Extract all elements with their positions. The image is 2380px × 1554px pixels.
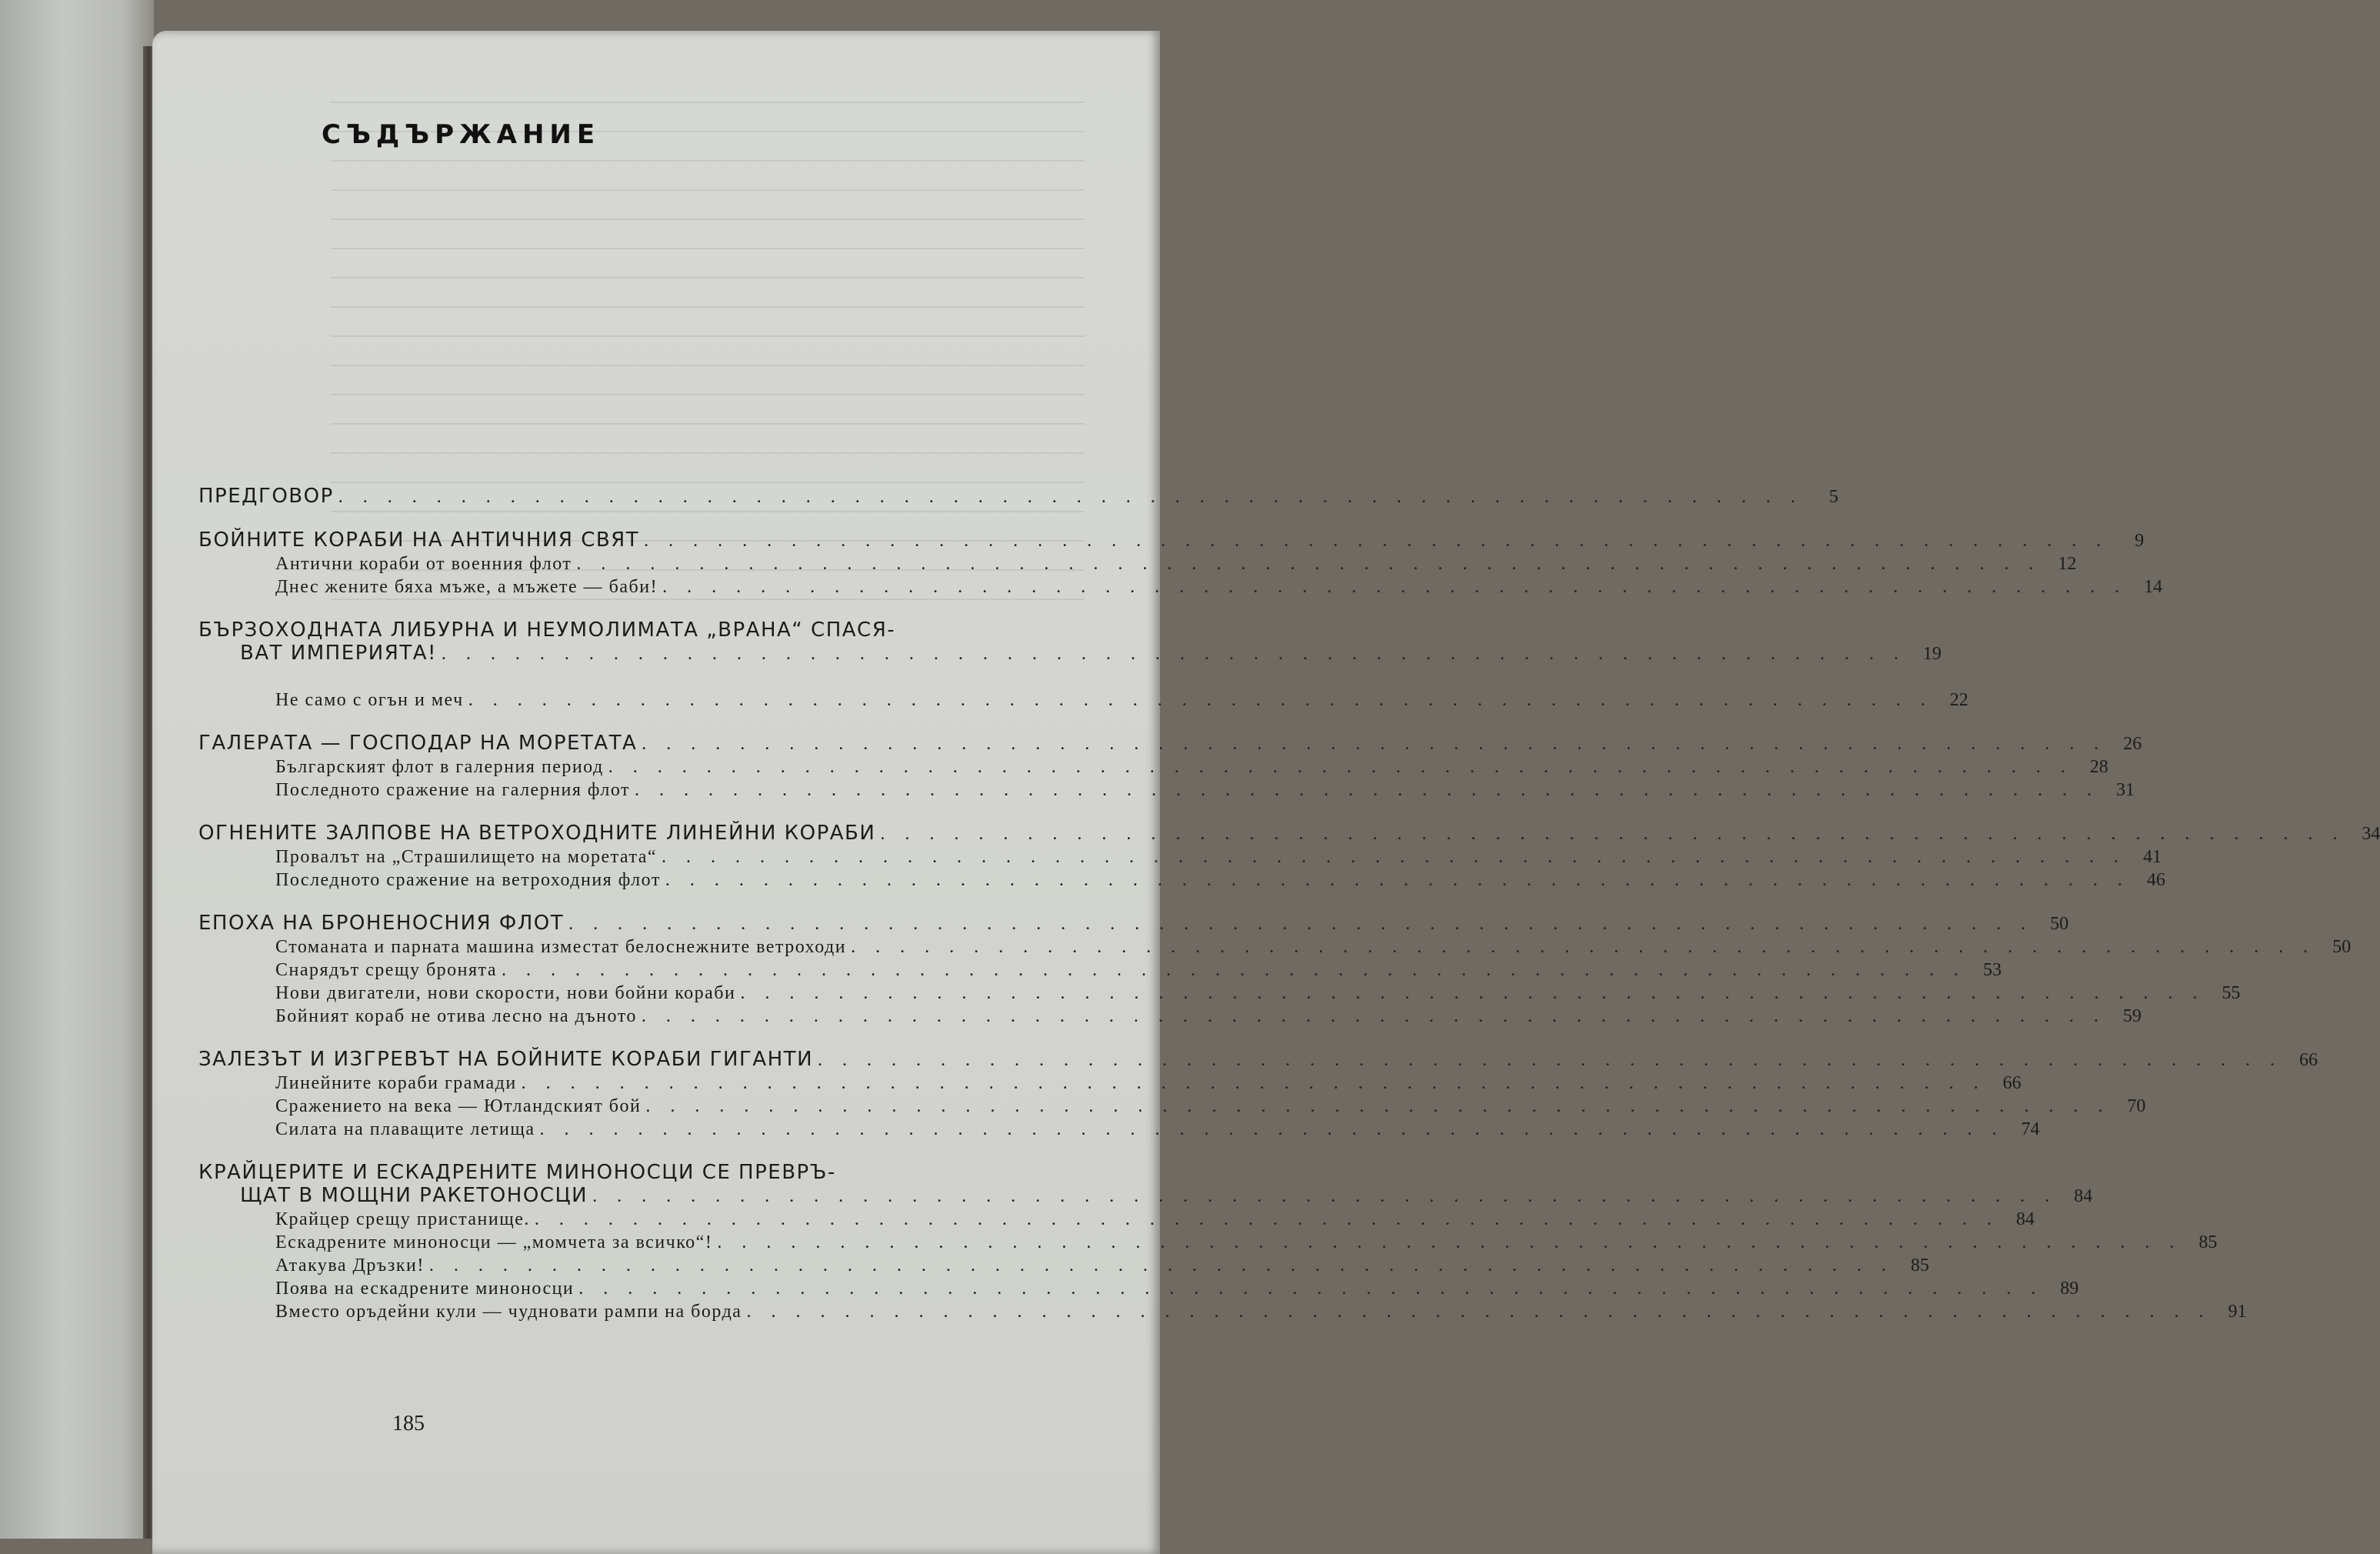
dot-leader: . . . . . . . . . . . . . . . . . . . . . . . . . . . . . . . . . . . . . . . . . . . . . . . . . . . . . . . . . . . .	[662, 847, 2127, 867]
toc-subentry-page: 91	[2228, 1302, 2247, 1322]
toc-entry-title-cont: ЩАТ В МОЩНИ РАКЕТОНОСЦИ	[240, 1184, 588, 1207]
dot-leader: . . . . . . . . . . . . . . . . . . . . . . . . . . . . . . . . . . . . . . . . . . . . . . . . . . . . . . . . . . . .	[521, 1073, 1986, 1093]
toc-entry	[198, 529, 2145, 552]
toc-subentry-page: 89	[2060, 1279, 2079, 1299]
toc-entry-line2	[198, 1184, 2093, 1208]
toc-subentry-title: Стоманата и парната машина изместат белоснежните ветроходи	[275, 937, 847, 957]
toc-subentry-page: 66	[2002, 1073, 2022, 1093]
toc-subentry-title: Атакува Дръзки!	[275, 1256, 425, 1276]
dot-leader: . . . . . . . . . . . . . . . . . . . . . . . . . . . . . . . . . . . . . . . . . . . . . . . . . . . . . . . . . . . .	[635, 780, 2100, 800]
toc-entry	[198, 732, 2142, 755]
toc-entry-page: 5	[1828, 487, 1838, 507]
dot-leader: . . . . . . . . . . . . . . . . . . . . . . . . . . . . . . . . . . . . . . . . . . . . . . . . . . . . . . . . . . . .	[428, 1256, 1894, 1276]
dot-leader: . . . . . . . . . . . . . . . . . . . . . . . . . . . . . . . . . . . . . . . . . . . . . . . . . . . . . . . . . . . .	[665, 870, 2130, 890]
dot-leader: . . . . . . . . . . . . . . . . . . . . . . . . . . . . . . . . . . . . . . . . . . . . . . . . . . . . . . . . . . . .	[539, 1119, 2005, 1139]
toc-subentry-title: Не само с огън и меч	[275, 690, 464, 710]
dot-leader: . . . . . . . . . . . . . . . . . . . . . . . . . . . . . . . . . . . . . . . . . . . . . . . . . . . . . . . . . . . .	[662, 577, 2128, 597]
dot-leader: . . . . . . . . . . . . . . . . . . . . . . . . . . . . . . . . . . . . . . . . . . . . . . . . . . . . . . . . . . . .	[641, 1006, 2106, 1026]
toc-entry-page: 19	[1922, 644, 1942, 664]
toc-subentry	[198, 1277, 2079, 1300]
dot-leader: . . . . . . . . . . . . . . . . . . . . . . . . . . . . . . . . . . . . . . . . . . . . . . . . . . . . . . . . . . . .	[746, 1302, 2212, 1322]
toc-subentry-page: 41	[2143, 847, 2162, 867]
toc-subentry	[198, 575, 2163, 599]
toc-subentry-title: Ескадрените миноносци — „момчета за всичко“!	[275, 1232, 713, 1252]
toc-subentry	[198, 1118, 2040, 1141]
toc-subentry-page: 46	[2146, 870, 2165, 890]
dot-leader: . . . . . . . . . . . . . . . . . . . . . . . . . . . . . . . . . . . . . . . . . . . . . . . . . . . . . . . . . . . .	[642, 734, 2107, 754]
toc-subentry	[198, 1300, 2247, 1323]
toc-subentry-title: Българският флот в галерния период	[275, 757, 604, 777]
page-title: СЪДЪРЖАНИЕ	[322, 119, 601, 150]
toc-subentry-title: Сражението на века — Ютландският бой	[275, 1096, 642, 1116]
toc-subentry	[198, 959, 2002, 982]
toc-subentry	[198, 1208, 2035, 1231]
dot-leader: . . . . . . . . . . . . . . . . . . . . . . . . . . . . . . . . . . . . . . . . . . . . . . . . . . . . . . . . . . . .	[578, 1279, 2044, 1299]
toc-subentry-page: 59	[2122, 1006, 2142, 1026]
toc-subentry	[198, 689, 1968, 712]
toc-subentry-page: 12	[2058, 554, 2077, 574]
toc-subentry-title: Антични кораби от военния флот	[275, 554, 572, 574]
toc-entry-line1	[198, 1161, 1083, 1184]
left-page-edge	[0, 0, 154, 1539]
toc-entry	[198, 1048, 2318, 1072]
toc-entry-title: ГАЛЕРАТА — ГОСПОДАР НА МОРЕТАТА	[198, 732, 638, 755]
toc-entry-title: ОГНЕНИТЕ ЗАЛПОВЕ НА ВЕТРОХОДНИТЕ ЛИНЕЙНИ КОРАБИ	[198, 822, 876, 845]
toc-entry-page: 34	[2362, 824, 2380, 844]
toc-entry-title-cont: ВАТ ИМПЕРИЯТА!	[240, 642, 437, 665]
dot-leader: . . . . . . . . . . . . . . . . . . . . . . . . . . . . . . . . . . . . . . . . . . . . . . . . . . . . . . . . . . . .	[501, 960, 1966, 980]
page-number: 185	[392, 1412, 425, 1436]
toc-subentry	[198, 1005, 2142, 1028]
dot-leader: . . . . . . . . . . . . . . . . . . . . . . . . . . . . . . . . . . . . . . . . . . . . . . . . . . . . . . . . . . . .	[740, 983, 2205, 1003]
dot-leader: . . . . . . . . . . . . . . . . . . . . . . . . . . . . . . . . . . . . . . . . . . . . . . . . . . . . . . . . . . . .	[851, 937, 2316, 957]
toc-subentry-title: Поява на ескадрените миноносци	[275, 1279, 575, 1299]
toc-section	[198, 1048, 2318, 1141]
toc-section	[198, 619, 1968, 712]
toc-subentry-page: 22	[1949, 690, 1968, 710]
toc-subentry-title: Вместо оръдейни кули — чудновати рампи на борда	[275, 1302, 742, 1322]
toc-section	[198, 529, 2163, 599]
toc-subentry-title: Провалът на „Страшилището на моретата“	[275, 847, 658, 867]
toc-subentry-title: Силата на плаващите летища	[275, 1119, 535, 1139]
toc-subentry-page: 14	[2144, 577, 2163, 597]
toc-entry-title: ЕПОХА НА БРОНЕНОСНИЯ ФЛОТ	[198, 912, 565, 935]
dot-leader: . . . . . . . . . . . . . . . . . . . . . . . . . . . . . . . . . . . . . . . . . . . . . . . . . . . . . . . . . . . .	[608, 757, 2073, 777]
toc-subentry-page: 53	[1982, 960, 2002, 980]
toc-entry-title: БОЙНИТЕ КОРАБИ НА АНТИЧНИЯ СВЯТ	[198, 529, 640, 552]
toc-entry	[198, 485, 1838, 509]
toc-subentry-title: Последното сражение на галерния флот	[275, 780, 631, 800]
toc-entry-line1	[198, 619, 1083, 642]
toc-subentry	[198, 1072, 2022, 1095]
toc-subentry-title: Днес жените бяха мъже, а мъжете — баби!	[275, 577, 658, 597]
toc-subentry	[198, 982, 2241, 1005]
toc-entry-title: ЗАЛЕЗЪТ И ИЗГРЕВЪТ НА БОЙНИТЕ КОРАБИ ГИГАНТИ	[198, 1048, 814, 1071]
toc-entry-page: 9	[2135, 531, 2145, 551]
toc-subentry	[198, 779, 2135, 802]
toc-entry	[198, 822, 2380, 845]
toc-section	[198, 485, 1838, 509]
toc-entry-page: 84	[2074, 1186, 2093, 1206]
toc-subentry-title: Крайцер срещу пристанище.	[275, 1209, 530, 1229]
toc-subentry	[198, 755, 2108, 779]
toc-section	[198, 732, 2142, 802]
toc-entry-page: 50	[2050, 914, 2069, 934]
dot-leader: . . . . . . . . . . . . . . . . . . . . . . . . . . . . . . . . . . . . . . . . . . . . . . . . . . . . . . . . . . . .	[717, 1232, 2182, 1252]
toc-subentry-page: 84	[2015, 1209, 2035, 1229]
dot-leader: . . . . . . . . . . . . . . . . . . . . . . . . . . . . . . . . . . . . . . . . . . . . . . . . . . . . . . . . . . . .	[592, 1186, 2058, 1206]
toc-subentry-page: 74	[2021, 1119, 2040, 1139]
toc-subentry	[198, 1254, 1929, 1277]
toc-subentry	[198, 845, 2162, 869]
toc-subentry-title: Нови двигатели, нови скорости, нови бойни кораби	[275, 983, 736, 1003]
toc-subentry-page: 85	[1910, 1256, 1929, 1276]
toc-subentry-title: Бойният кораб не отива лесно на дъното	[275, 1006, 637, 1026]
dot-leader: . . . . . . . . . . . . . . . . . . . . . . . . . . . . . . . . . . . . . . . . . . . . . . . . . . . . . . . . . . . .	[818, 1050, 2283, 1070]
dot-leader: . . . . . . . . . . . . . . . . . . . . . . . . . . . . . . . . . . . . . . . . . . . . . . . . . . . . . . . . . . . .	[880, 824, 2345, 844]
toc-subentry-page: 28	[2089, 757, 2108, 777]
toc-entry-page: 66	[2299, 1050, 2318, 1070]
toc-subentry	[198, 869, 2165, 892]
table-of-contents	[198, 485, 2380, 1343]
toc-subentry-page: 70	[2127, 1096, 2146, 1116]
toc-subentry-title: Последното сражение на ветроходния флот	[275, 870, 661, 890]
toc-subentry-page: 50	[2332, 937, 2352, 957]
dot-leader: . . . . . . . . . . . . . . . . . . . . . . . . . . . . . . . . . . . . . . . . . . . . . . . . . . . . . . . . . . . .	[576, 554, 2042, 574]
dot-leader: . . . . . . . . . . . . . . . . . . . . . . . . . . . . . . . . . . . . . . . . . . . . . . . . . . . . . . . . . . . .	[468, 690, 1933, 710]
toc-entry-title: БЪРЗОХОДНАТА ЛИБУРНА И НЕУМОЛИМАТА „ВРАНА“ СПАСЯ-	[198, 619, 896, 642]
dot-leader: . . . . . . . . . . . . . . . . . . . . . . . . . . . . . . . . . . . . . . . . . . . . . . . . . . . . . . . . . . . .	[568, 914, 2034, 934]
toc-entry-title: ПРЕДГОВОР	[198, 485, 334, 508]
toc-entry	[198, 912, 2069, 935]
toc-subentry	[198, 552, 2077, 575]
toc-section	[198, 912, 2352, 1028]
dot-leader: . . . . . . . . . . . . . . . . . . . . . . . . . . . . . . . . . . . . . . . . . . . . . . . . . . . . . . . . . . . .	[534, 1209, 1999, 1229]
toc-subentry	[198, 1231, 2218, 1254]
toc-subentry-title: Линейните кораби грамади	[275, 1073, 517, 1093]
dot-leader: . . . . . . . . . . . . . . . . . . . . . . . . . . . . . . . . . . . . . . . . . . . . . . . . . . . . . . . . . . . .	[644, 531, 2109, 551]
dot-leader: . . . . . . . . . . . . . . . . . . . . . . . . . . . . . . . . . . . . . . . . . . . . . . . . . . . . . . . . . . . .	[441, 644, 1906, 664]
toc-subentry	[198, 935, 2352, 959]
toc-section	[198, 822, 2380, 892]
toc-subentry-page: 55	[2222, 983, 2241, 1003]
toc-section	[198, 1161, 2247, 1323]
toc-entry-title: КРАЙЦЕРИТЕ И ЕСКАДРЕНИТЕ МИНОНОСЦИ СЕ ПРЕВРЪ-	[198, 1161, 836, 1184]
dot-leader: . . . . . . . . . . . . . . . . . . . . . . . . . . . . . . . . . . . . . . . . . . . . . . . . . . . . . . . . . . . .	[645, 1096, 2111, 1116]
toc-subentry-page: 85	[2198, 1232, 2218, 1252]
dot-leader: . . . . . . . . . . . . . . . . . . . . . . . . . . . . . . . . . . . . . . . . . . . . . . . . . . . . . . . . . . . .	[338, 487, 1803, 507]
toc-subentry-page: 31	[2116, 780, 2135, 800]
toc-subentry-title: Снарядът срещу бронята	[275, 960, 497, 980]
toc-entry-page: 26	[2123, 734, 2142, 754]
toc-entry-line2	[198, 642, 1942, 665]
toc-subentry	[198, 1095, 2146, 1118]
